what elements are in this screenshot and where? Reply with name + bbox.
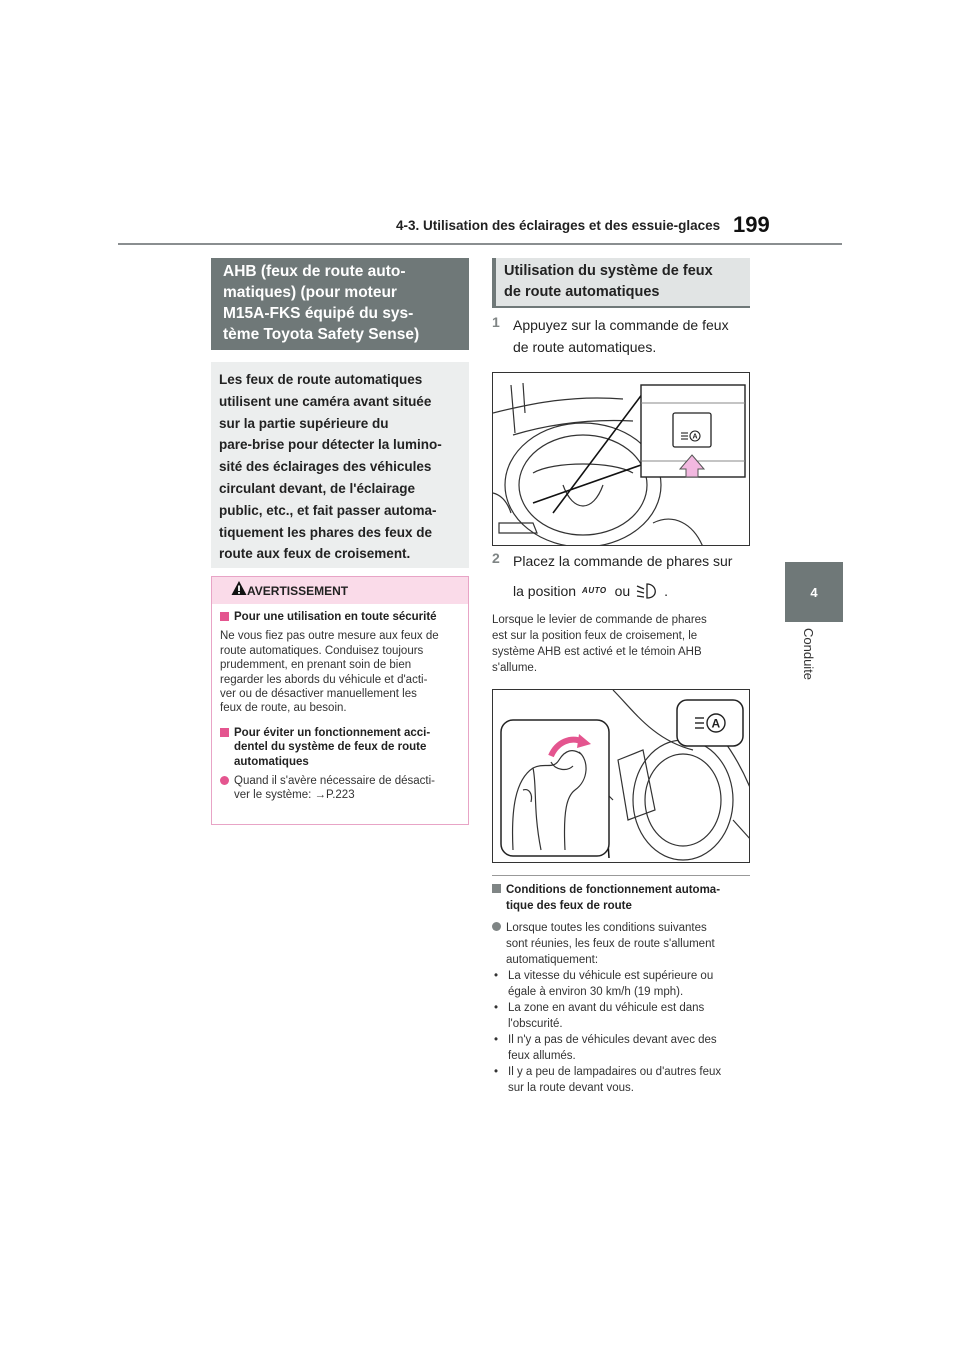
intro-line: utilisent une caméra avant située: [219, 393, 432, 409]
title-line: AHB (feux de route auto-: [223, 263, 406, 280]
intro-line: pare-brise pour détecter la lumino-: [219, 437, 442, 453]
note-paragraph: Lorsque le levier de commande de phares est sur la position feux de croisement, le système AHB est activé et le témoin AHB s'allume.: [492, 614, 707, 674]
title-line: tème Toyota Safety Sense): [223, 326, 420, 343]
dashboard-switch-illustration: [493, 373, 750, 546]
warning-heading-1: Pour une utilisation en toute sécurité: [220, 610, 460, 624]
square-bullet-icon: [220, 728, 229, 737]
step-number: 2: [492, 550, 500, 566]
figure-headlight-lever: [492, 689, 750, 863]
warning-paragraph: Ne vous fiez pas outre mesure aux feux de route automatiques. Conduisez toujours prudemment, en prenant soin de bien regarder les abords du véhicule et d'acti- ver ou de désactiver manuellement les feux de route, au besoin.: [220, 630, 439, 715]
intro-line: sité des éclairages des véhicules: [219, 459, 432, 475]
round-bullet-icon: [492, 922, 501, 931]
auto-position-icon: AUTO: [582, 586, 607, 595]
section-title-box: [211, 258, 469, 350]
warning-heading-2: Pour éviter un fonctionnement acci- dentel du système de feux de route automatiques: [220, 726, 460, 769]
chapter-label-wrap: [796, 628, 856, 688]
conditions-item: Lorsque toutes les conditions suivantes sont réunies, les feux de route s'allument automatiquement:: [492, 920, 750, 968]
warning-triangle-icon: [231, 580, 247, 596]
intro-line: tiquement les phares des feux de: [219, 524, 433, 540]
svg-text:A: A: [711, 716, 721, 731]
chapter-tab[interactable]: 4: [785, 562, 843, 622]
intro-line: sur la partie supérieure du: [219, 415, 389, 431]
subsection-title-box: Utilisation du système de feux de route automatiques: [492, 258, 750, 308]
condition-bullet: • Il n'y a pas de véhicules devant avec des feux allumés.: [494, 1034, 717, 1062]
warning-box: [211, 576, 469, 825]
low-beam-icon: [635, 581, 661, 601]
square-bullet-icon: [492, 884, 501, 893]
title-line: M15A-FKS équipé du sys-: [223, 305, 414, 322]
conditions-section: [492, 882, 750, 1096]
intro-line: Les feux de route automatiques: [219, 372, 423, 387]
condition-bullet: • La vitesse du véhicule est supérieure ou égale à environ 30 km/h (19 mph).: [494, 970, 714, 998]
intro-line: public, etc., et fait passer automa-: [219, 502, 437, 518]
intro-line: route aux feux de croisement.: [219, 546, 411, 562]
chapter-label: Conduite: [801, 628, 816, 681]
warning-title: AVERTISSEMENT: [247, 583, 349, 598]
warning-item: Quand il s'avère nécessaire de désacti- ver le système: →P.223: [220, 774, 460, 803]
warning-body: [212, 604, 468, 803]
svg-text:A: A: [692, 433, 698, 441]
intro-box: [211, 362, 469, 568]
title-line: matiques) (pour moteur: [223, 284, 397, 301]
step-2-line-2: la position AUTO ou .: [513, 580, 750, 602]
page-number: 199: [733, 212, 770, 237]
square-bullet-icon: [220, 612, 229, 621]
step-number: 1: [492, 314, 500, 330]
condition-bullet: • La zone en avant du véhicule est dans l'obscurité.: [494, 1002, 705, 1030]
round-bullet-icon: [220, 776, 229, 785]
conditions-heading: Conditions de fonctionnement automa- tique des feux de route: [492, 882, 750, 914]
intro-line: circulant devant, de l'éclairage: [219, 480, 416, 496]
condition-bullet: • Il y a peu de lampadaires ou d'autres feux sur la route devant vous.: [494, 1066, 722, 1094]
warning-header: [212, 577, 468, 604]
step-2: 2 Placez la commande de phares sur la position AUTO ou .: [492, 550, 750, 602]
figure-ahb-switch: [492, 372, 750, 546]
lever-illustration: [493, 690, 750, 863]
divider: [492, 875, 750, 876]
step-1: 1 Appuyez sur la commande de feux de route automatiques.: [492, 314, 729, 355]
section-header: 4-3. Utilisation des éclairages et des essuie-glaces: [396, 218, 721, 233]
header-rule: [118, 243, 842, 245]
